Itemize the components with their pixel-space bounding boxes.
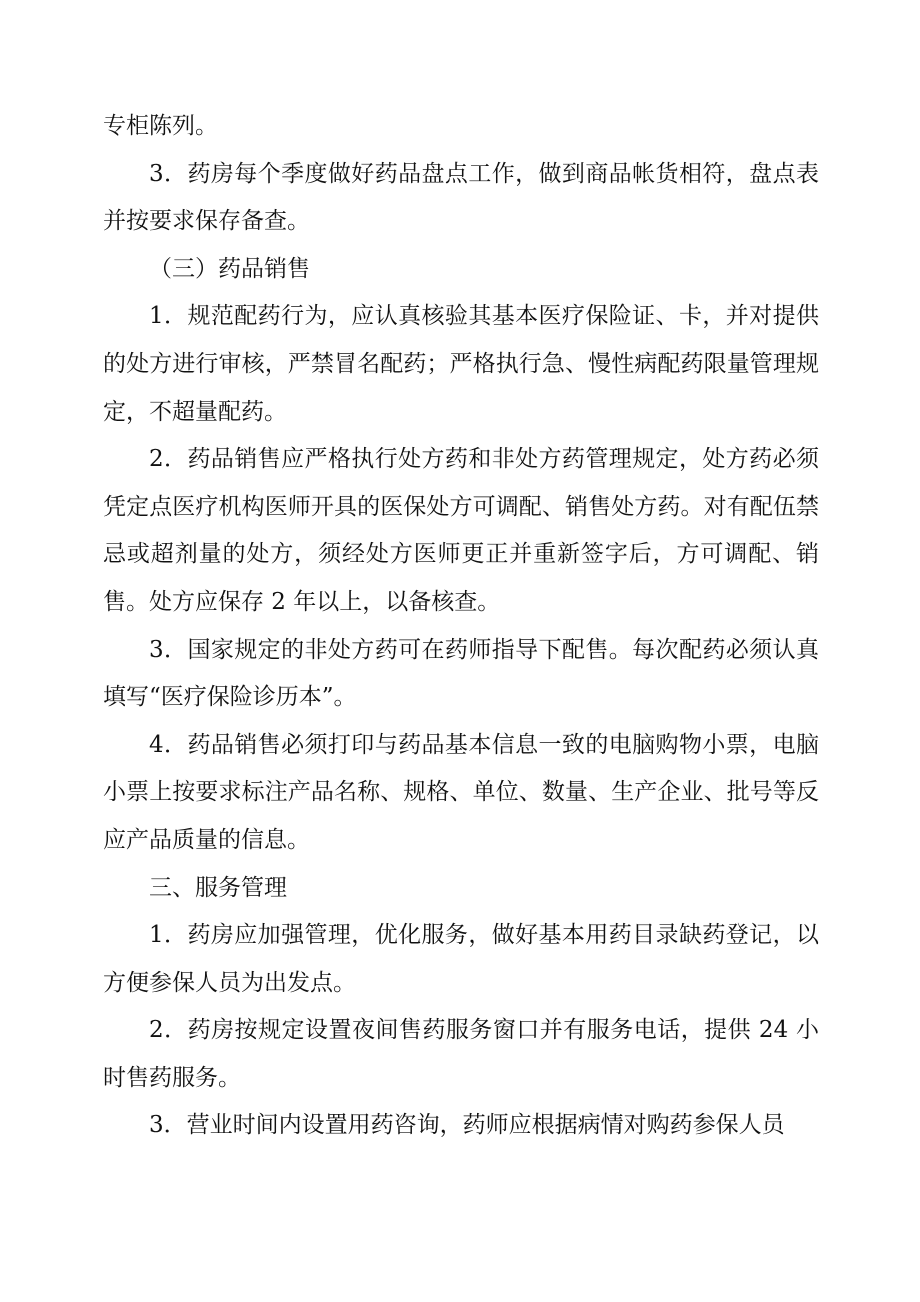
document-body [103,103,819,1150]
paragraph-inventory-check: 3．药房每个季度做好药品盘点工作，做到商品帐货相符，盘点表并按要求保存备查。 [103,160,819,235]
paragraph-receipt-rules: 4．药品销售必须打印与药品基本信息一致的电脑购物小票，电脑小票上按要求标注产品名称、规格、单位、数量、生产企业、批号等反应产品质量的信息。 [103,731,819,853]
paragraph-consultation: 3．营业时间内设置用药咨询，药师应根据病情对购药参保人员 [149,1112,785,1139]
paragraph-service-optimization: 1．药房应加强管理，优化服务，做好基本用药目录缺药登记，以方便参保人员为出发点。 [103,922,819,996]
paragraph-night-service: 2．药房按规定设置夜间售药服务窗口并有服务电话，提供 24 小时售药服务。 [103,1017,819,1091]
section-heading-drug-sales: （三）药品销售 [149,255,310,282]
paragraph-prescription-rules: 2．药品销售应严格执行处方药和非处方药管理规定，处方药必须凭定点医疗机构医师开具的医保处方可调配、销售处方药。对有配伍禁忌或超剂量的处方，须经处方医师更正并重新签字后，方可调配、销售。处方应保存 2 年以上，以备核查。 [103,446,819,615]
paragraph-display-cabinet: 专柜陈列。 [103,113,218,139]
paragraph-otc-rules: 3．国家规定的非处方药可在药师指导下配售。每次配药必须认真填写“医疗保险诊历本”。 [103,636,819,711]
section-heading-service-management: 三、服务管理 [149,874,287,901]
paragraph-dispensing-rules: 1．规范配药行为，应认真核验其基本医疗保险证、卡，并对提供的处方进行审核，严禁冒名配药；严格执行急、慢性病配药限量管理规定，不超量配药。 [103,303,819,425]
